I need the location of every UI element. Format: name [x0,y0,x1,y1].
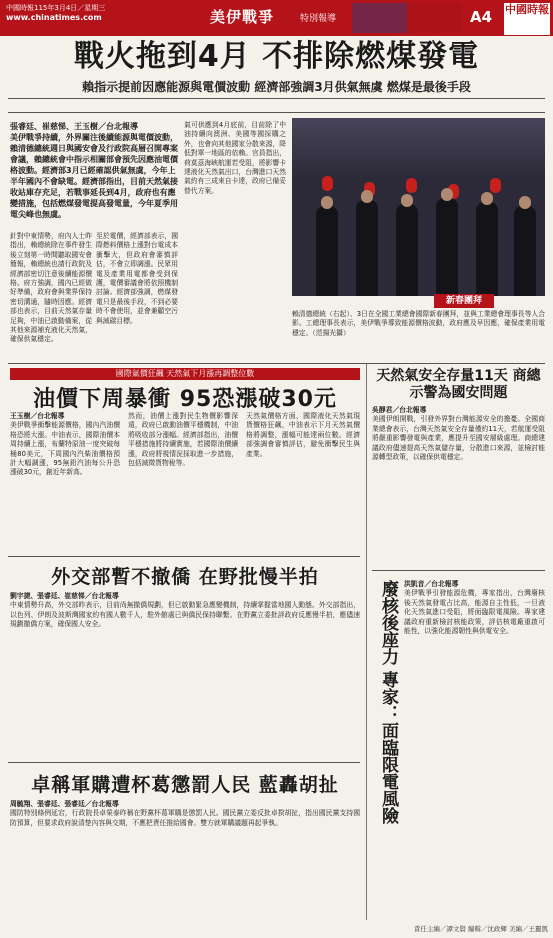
divider [8,98,545,99]
evac-headline: 外交部暫不撤僑 在野批慢半拍 [51,566,319,588]
nuclear-byline: 洪凱音／台北報導 [404,580,459,588]
person [436,198,458,296]
oil-headline: 油價下周暴衝 95恐漲破30元 [33,387,337,412]
person-head [441,188,453,201]
person-head [361,190,373,203]
main-body-col2: 至於電價，經濟部表示，國際燃料價格上漲對台電成本衝擊大，但政府會審慎評估，不會立即調漲。民眾用電及產業用電都會受到保護，電價審議會將依照機制討論。經濟部強調，燃煤發電只是最後手段，不到必要時不會使用，並會兼顧空污與減碳目標。 [96,232,178,325]
divider [8,762,360,763]
lng-headline: 天然氣安全存量11天 商總示警為國安問題 [376,368,541,401]
oil-body1: 美伊戰爭衝擊能源價格，國內汽油價格恐將大漲。中油表示，國際油價本周持續上漲，布蘭特原油一度突破每桶80美元，下周國內汽柴油價格預計大幅調漲，95無鉛汽油每公升恐漲破30元，創近年新高。 [10,421,120,477]
main-body-col1: 針對中東情勢，府內人士昨指出，賴總統除在事件發生後立刻第一時間聽取國安會簡報，賴總統也請行政院及經濟部密切注意後續能源價格。府方強調，國內已經做好準備，政府會與業界保持密切溝通，隨時因應。經濟部也表示，目前天然氣存量足夠，中油已啟動備案，從其他來源補充液化天然氣，確保供氣穩定。 [10,232,92,344]
main-byline: 張睿廷、崔慈悌、王玉樹／台北報導 [10,122,138,131]
page-number: A4 [470,8,493,26]
section-special: 特別報導 [300,14,337,24]
page-header [0,0,553,36]
page-footer: 責任主編／譚文賢 編輯／沈政輝 美編／王麗凱 [413,925,548,933]
oil-body2: 然而，油價上漲對民生物價影響深遠，政府已啟動油價平穩機制，中油將吸收部分漲幅。經濟部指出，油價平穩措施將持續實施，若國際油價續漲，政府將視情況採取進一步措施，包括減徵貨物稅等。 [128,412,238,468]
flags-graphic [352,3,462,33]
lantern [406,178,417,193]
main-subhead: 賴指示提前因應能源與電價波動 經濟部強調3月供氣無虞 燃煤是最後手段 [82,80,471,94]
person-head [481,192,493,205]
lantern [322,176,333,191]
divider [372,570,545,571]
divider [8,556,360,557]
oil-body3: 天然氣價格方面，國際液化天然氣現貨價格狂飆，中油表示下月天然氣價格將調整，漲幅可能達兩位數。經濟部強調會審慎評估，避免衝擊民生與產業。 [246,412,360,458]
new-year-photo [292,118,545,296]
evac-byline: 劉宇捷、張睿廷、崔慈悌／台北報導 [10,592,119,600]
header-date: 中國時報115年3月4日／星期三 [6,4,106,12]
divider [8,112,545,113]
header-date-url [6,4,105,22]
lng-byline: 吳靜君／台北報導 [372,406,427,414]
oil-byline: 王玉樹／台北報導 [10,412,65,420]
oil-ribbon: 國際氣價狂飆 天然氣下月漲再調整位數 [10,368,360,380]
lng-article [372,406,545,566]
person [396,204,418,296]
divider [8,363,545,364]
person [476,202,498,296]
navy-body: 國防特別條例延宕，行政院長卓榮泰昨稱在野黨杯葛軍購是懲罰人民。國民黨立委反批卓揆胡扯，指出國民黨支持國防預算，但要求政府說清楚內容與交期，不應把責任推給國會。雙方就軍購議題再起爭執。 [10,809,360,827]
navy-headline: 卓稱軍購遭杯葛懲罰人民 藍轟胡扯 [31,774,339,796]
main-headline: 戰火拖到4月 不排除燃煤發電 [73,39,480,74]
person [514,206,536,296]
photo-title: 新春團拜 [434,294,494,308]
main-body-col3: 氣可供應到4月底前，目前除了中油持續向澳洲、美國等國採購之外，也會向其他國家分散來源，降低對單一地區的依賴。官員指出，荷莫茲海峽航運若受阻，將影響卡達液化天然氣出口，台灣進口天然氣約有三成來自卡達，政府已備妥替代方案。 [184,121,286,195]
column-divider [366,364,367,920]
main-lead-text: 美伊戰爭持續，外界關注後續能源與電價波動，賴清德總統週日與國安會及行政院高層召開專案會議，賴總統會中指示相關部會預先因應油電價格波動。經濟部3月已經確認供氣無虞，今年上半年國內不會缺電。經濟部指出，目前天然氣接收站庫存充足，若戰事延長到4月，政府也有應變措施，包括燃煤發電提高發電量，今年夏季用電尖峰也無虞。 [10,133,178,219]
evac-body: 中東情勢升高，外交部昨表示，目前尚無撤僑規劃，但已啟動緊急應變機制，持續掌握當地國人動態。外交部指出，以色列、伊朗及波斯灣國家約有國人數千人，駐外館處已與僑民保持聯繫。在野黨立委批評政府反應慢半拍，應儘速規劃撤僑方案，確保國人安全。 [10,601,360,629]
navy-byline: 周毓翔、張睿廷、張睿廷／台北報導 [10,800,119,808]
evac-article [10,592,360,752]
person [316,206,338,296]
person [356,200,378,296]
lng-body: 美國伊朗開戰，引發外界對台灣能源安全的擔憂。全國商業總會表示，台灣天然氣安全存量僅約11天，若航運受阻將嚴重影響發電與產業，應提升至國安層級處理。商總建議政府儘速提高天然氣儲存量，分散進口來源，並檢討能源轉型政策，以確保供電穩定。 [372,415,545,462]
nuclear-body: 美伊戰爭引發能源危機，專家指出，台灣廢核後天然氣發電占比高，能源自主性低，一旦液化天然氣進口受阻，將面臨限電風險。專家建議政府重新檢討核能政策，評估核電廠重啟可能性，以強化能源韌性與供電安全。 [404,589,545,636]
person-head [321,196,333,209]
photo-caption: 賴清德總統（右起）、3日在全國工業總會國際新春團拜，並與工業總會理事長等人合影。工總理事長表示，美伊戰爭導致能源價格波動，政府應及早因應，確保產業用電穩定。（范揚光攝） [292,310,545,337]
nuclear-headline: 廢核後座力 專家：面臨限電風險 [378,580,398,824]
navy-article [10,800,360,915]
photo-stage [292,118,545,178]
main-lead [10,121,178,220]
lantern [490,178,501,193]
nuclear-article [404,580,545,915]
person-head [519,196,531,209]
header-url[interactable]: www.chinatimes.com [6,13,102,22]
china-times-logo: 中國時報 [503,2,551,36]
person-head [401,194,413,207]
oil-col1 [10,412,120,552]
section-title: 美伊戰爭 [210,8,275,26]
